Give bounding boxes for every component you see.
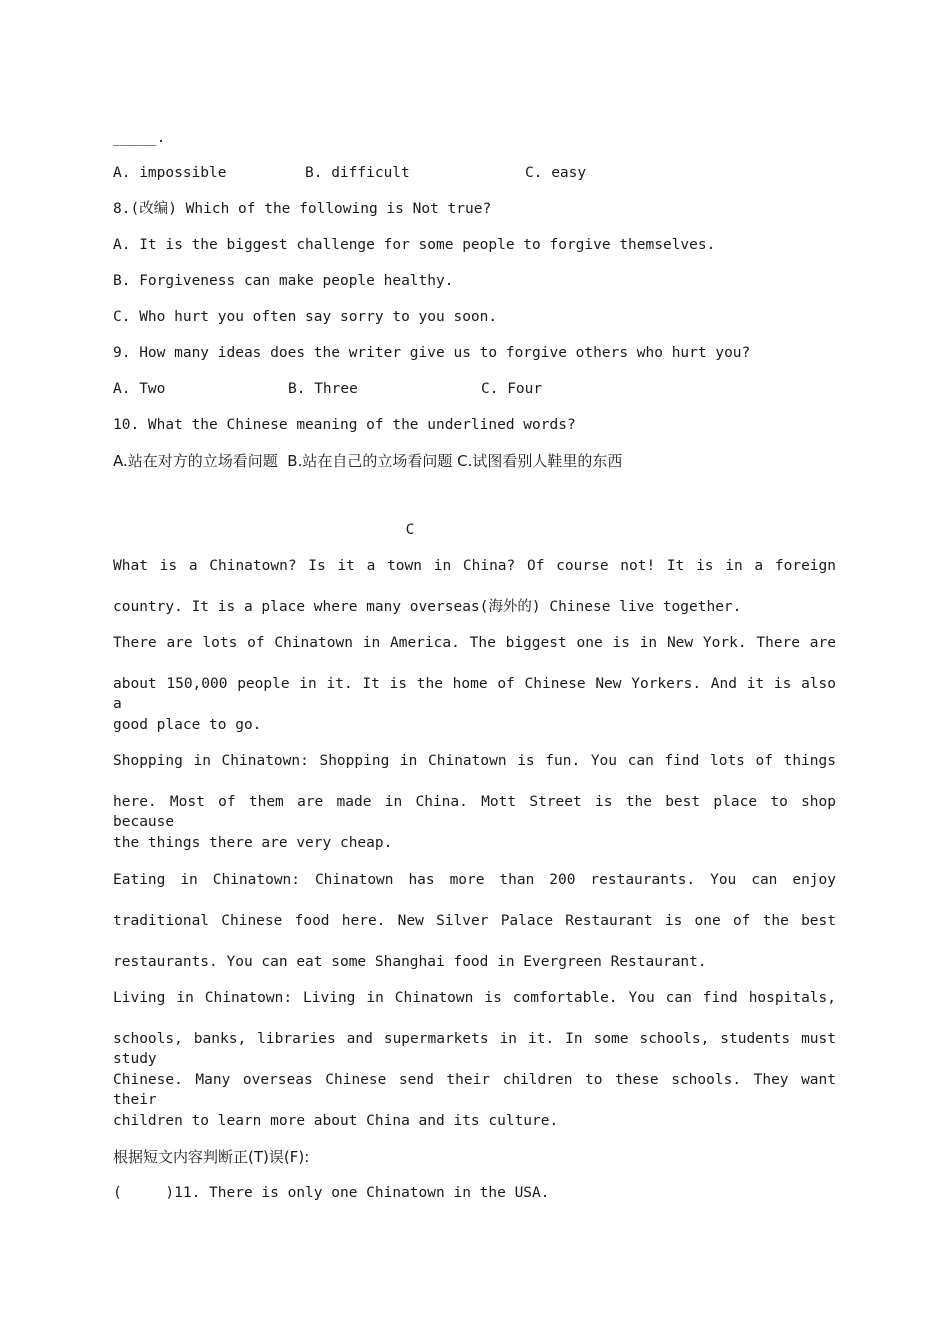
q10-stem: 10. What the Chinese meaning of the underlined words? bbox=[113, 417, 576, 433]
q8-stem: 8.(改编) Which of the following is Not true? bbox=[113, 201, 492, 217]
passage-line: Eating in Chinatown: Chinatown has more than 200 restaurants. You can enjoy bbox=[113, 872, 836, 888]
q7-option-c: C. easy bbox=[525, 165, 587, 181]
passage-line: here. Most of them are made in China. Mott Street is the best place to shop because bbox=[113, 794, 836, 830]
passage-line: Living in Chinatown: Living in Chinatown is comfortable. You can find hospitals, bbox=[113, 990, 836, 1006]
passage-line: good place to go. bbox=[113, 717, 262, 733]
q7-option-b: B. difficult bbox=[305, 165, 410, 181]
passage-heading: C bbox=[405, 522, 415, 538]
passage-line: Chinese. Many overseas Chinese send their children to these schools. They want their bbox=[113, 1072, 836, 1108]
passage-line: restaurants. You can eat some Shanghai food in Evergreen Restaurant. bbox=[113, 954, 707, 970]
passage-line: Shopping in Chinatown: Shopping in Chinatown is fun. You can find lots of things bbox=[113, 753, 836, 769]
q9-option-b: B. Three bbox=[288, 381, 358, 397]
q8-option-a: A. It is the biggest challenge for some people to forgive themselves. bbox=[113, 237, 716, 253]
passage-line: country. It is a place where many overseas(海外的) Chinese live together. bbox=[113, 599, 742, 615]
q7-option-a: A. impossible bbox=[113, 165, 227, 181]
q9-option-c: C. Four bbox=[481, 381, 543, 397]
q10-options: A.站在对方的立场看问题 B.站在自己的立场看问题 C.试图看别人鞋里的东西 bbox=[113, 452, 623, 470]
passage-line: the things there are very cheap. bbox=[113, 835, 393, 851]
tf-instruction: 根据短文内容判断正(T)误(F): bbox=[113, 1148, 310, 1166]
passage-line: children to learn more about China and its culture. bbox=[113, 1113, 559, 1129]
q8-option-b: B. Forgiveness can make people healthy. bbox=[113, 273, 454, 289]
q7-blank: _____. bbox=[113, 130, 166, 146]
passage-line: schools, banks, libraries and supermarkets in it. In some schools, students must study bbox=[113, 1031, 836, 1067]
tf-question-11: ( )11. There is only one Chinatown in the USA. bbox=[113, 1185, 550, 1201]
q9-option-a: A. Two bbox=[113, 381, 166, 397]
passage-line: What is a Chinatown? Is it a town in China? Of course not! It is in a foreign bbox=[113, 558, 836, 574]
q8-option-c: C. Who hurt you often say sorry to you soon. bbox=[113, 309, 498, 325]
passage-line: traditional Chinese food here. New Silver Palace Restaurant is one of the best bbox=[113, 913, 836, 929]
q9-stem: 9. How many ideas does the writer give us to forgive others who hurt you? bbox=[113, 345, 751, 361]
passage-line: There are lots of Chinatown in America. The biggest one is in New York. There are bbox=[113, 635, 836, 651]
passage-line: about 150,000 people in it. It is the home of Chinese New Yorkers. And it is also a bbox=[113, 676, 836, 712]
